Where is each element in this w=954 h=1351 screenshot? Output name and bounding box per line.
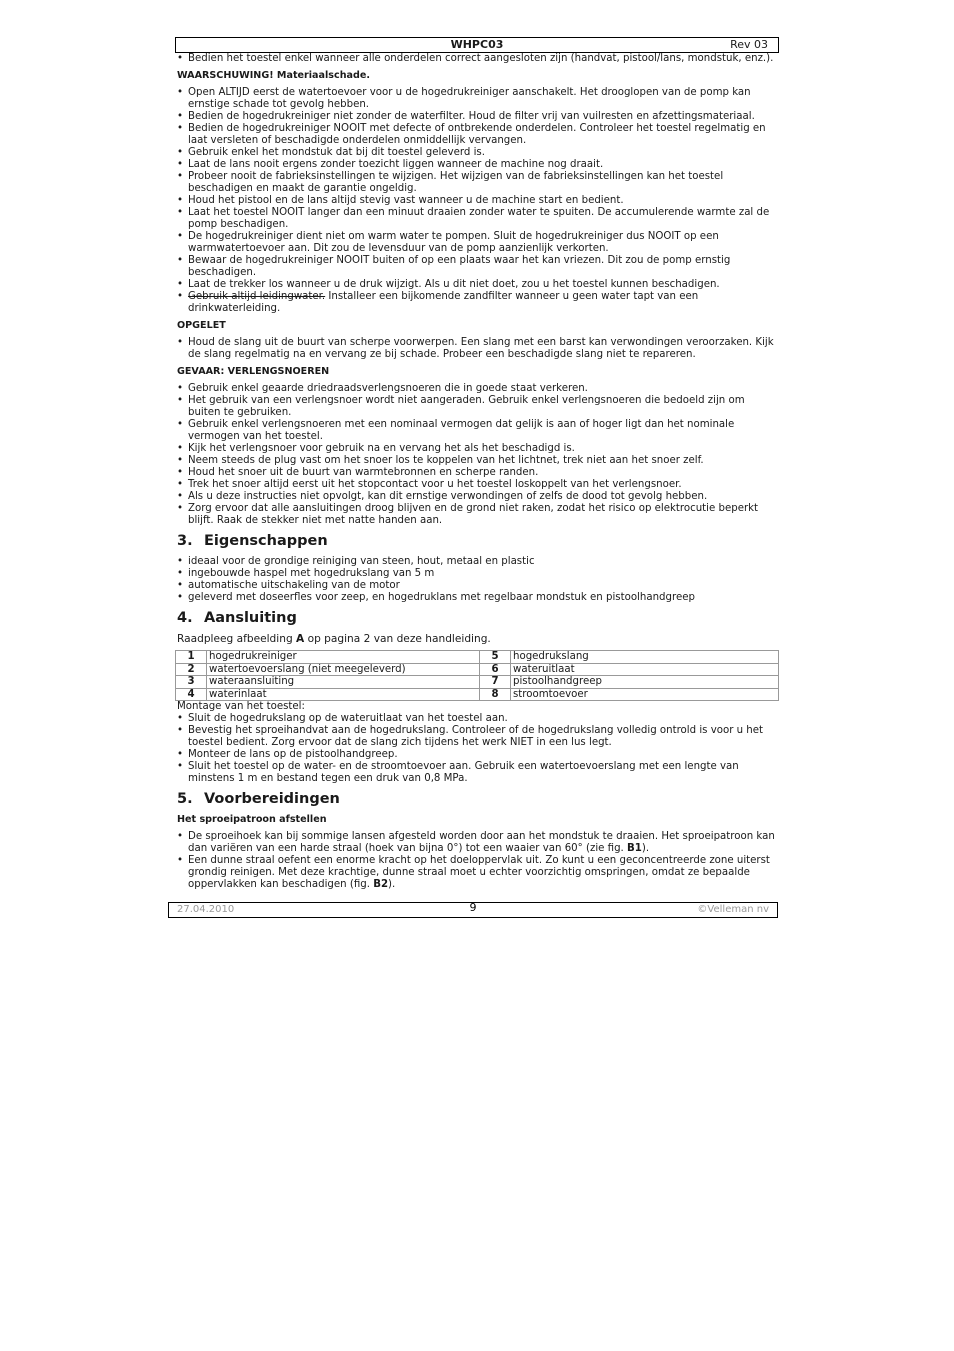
list-item: • geleverd met doseerfles voor zeep, en hogedruklans met regelbaar mondstuk en pistoolhandgreep [175,592,779,604]
list-item: • Sluit het toestel op de water- en de stroomtoevoer aan. Gebruik een watertoevoerslang met een lengte van minstens 1 m en bestand tegen een druk van 0,8 MPa. [175,761,779,785]
part-number: 1 [176,651,207,664]
section-number: 4. [177,610,193,626]
list-item: • automatische uitschakeling van de motor [175,580,779,592]
list-item: • Gebruik enkel het mondstuk dat bij dit toestel geleverd is. [175,147,779,159]
table-row [176,688,779,701]
part-name: pistoolhandgreep [511,676,779,689]
footer-date: 27.04.2010 [177,904,235,915]
list-item: • Houd het snoer uit de buurt van warmtebronnen en scherpe randen. [175,467,779,479]
list-item: • ideaal voor de grondige reiniging van steen, hout, metaal en plastic [175,556,779,568]
part-name: watertoevoerslang (niet meegeleverd) [207,663,480,676]
table-row [176,676,779,689]
intro-list [175,53,779,65]
list-item-text: De sproeihoek kan bij sommige lansen afgesteld worden door aan het mondstuk te draaien. Het sproeipatroon kan dan variëren van een harde straal (hoek van bijna 0°) tot een waaier van 60° (zie fig. [188,831,775,854]
list-item: • Gebruik enkel verlengsnoeren met een nominaal vermogen dat gelijk is aan of hoger ligt dan het nominale vermogen van het toestel. [175,419,779,443]
list-item: • Bevestig het sproeihandvat aan de hogedrukslang. Controleer of de hogedrukslang volledig ontrold is voor u het toestel bedient. Zorg ervoor dat de slang zich tijdens het werk NIET in een lus legt. [175,725,779,749]
list-item: • Bewaar de hogedrukreiniger NOOIT buiten of op een plaats waar het kan vriezen. Dit zou de pomp ernstig beschadigen. [175,255,779,279]
list-item: • Probeer nooit de fabrieksinstellingen te wijzigen. Het wijzigen van de fabrieksinstellingen kan het toestel beschadigen en maakt de garantie ongeldig. [175,171,779,195]
part-name: waterinlaat [207,688,480,701]
list-item: • Kijk het verlengsnoer voor gebruik na en vervang het als het beschadigd is. [175,443,779,455]
list-item [175,855,779,891]
part-number: 2 [176,663,207,676]
part-number: 3 [176,676,207,689]
page-header [175,37,779,53]
list-item: • Zorg ervoor dat alle aansluitingen droog blijven en de grond niet raken, zodat het risico op elektrocutie beperkt blijft. Raak de stekker niet met natte handen aan. [175,503,779,527]
section-number: 3. [177,533,193,549]
model-title: WHPC03 [450,38,504,51]
part-number: 8 [480,688,511,701]
list-item: • Gebruik enkel geaarde driedraadsverlengsnoeren die in goede staat verkeren. [175,383,779,395]
section-intro [177,633,779,646]
section-title: Voorbereidingen [204,791,340,807]
figure-ref: A [296,633,305,645]
subsection-heading: Het sproeipatroon afstellen [177,814,327,825]
part-number: 4 [176,688,207,701]
danger-heading: GEVAAR: VERLENGSNOEREN [177,366,330,377]
section-heading-eigenschappen [177,532,779,550]
section-title: Aansluiting [204,610,297,626]
struck-text: Gebruik altijd leidingwater. [188,291,326,302]
list-item-text: Installeer een bijkomende zandfilter wanneer u geen water tapt van een drinkwaterleiding. [188,291,699,314]
section-heading-voorbereidingen [177,790,779,808]
spray-list [175,831,779,891]
warning-list [175,87,779,315]
list-item: • Open ALTIJD eerst de watertoevoer voor u de hogedrukreiniger aanschakelt. Het drooglopen van de pomp kan ernstige schade tot gevolg hebben. [175,87,779,111]
list-item: • ingebouwde haspel met hogedrukslang van 5 m [175,568,779,580]
part-name: hogedrukslang [511,651,779,664]
list-item: • Houd de slang uit de buurt van scherpe voorwerpen. Een slang met een barst kan verwondingen veroorzaken. Kijk de slang regelmatig na en vervang ze bij schade. Probeer een beschadigde slang niet te repareren. [175,337,779,361]
footer-copyright: ©Velleman nv [697,904,769,915]
danger-list [175,383,779,527]
section-heading-aansluiting [177,609,779,627]
list-item: • Neem steeds de plug vast om het snoer los te koppelen van het lichtnet, trek niet aan het snoer zelf. [175,455,779,467]
caution-heading: OPGELET [177,320,226,331]
part-name: wateraansluiting [207,676,480,689]
list-item: • Als u deze instructies niet opvolgt, kan dit ernstige verwondingen of zelfs de dood tot gevolg hebben. [175,491,779,503]
features-list [175,556,779,604]
part-name: wateruitlaat [511,663,779,676]
list-item-text: ). [388,879,396,890]
warning-heading: WAARSCHUWING! Materiaalschade. [177,70,371,81]
assembly-list [175,713,779,785]
figure-ref: B1 [627,843,642,854]
intro-text: op pagina 2 van deze handleiding. [304,633,491,645]
list-item: • Laat de lans nooit ergens zonder toezicht liggen wanneer de machine nog draait. [175,159,779,171]
list-item: • Houd het pistool en de lans altijd stevig vast wanneer u de machine start en bedient. [175,195,779,207]
list-item-text: ). [641,843,650,854]
table-row [176,651,779,664]
manual-page [175,37,779,891]
intro-text: Raadpleeg afbeelding [177,633,297,645]
section-title: Eigenschappen [204,533,328,549]
list-item: • Laat de trekker los wanneer u de druk wijzigt. Als u dit niet doet, zou u het toestel kunnen beschadigen. [175,279,779,291]
table-row [176,663,779,676]
list-item: • Het gebruik van een verlengsnoer wordt niet aangeraden. Gebruik enkel verlengsnoeren die bedoeld zijn om buiten te gebruiken. [175,395,779,419]
figure-ref: B2 [373,879,389,890]
part-number: 6 [480,663,511,676]
part-number: 7 [480,676,511,689]
list-item-text: Een dunne straal oefent een enorme kracht op het doeloppervlak uit. Zo kunt u een geconcentreerde zone uiterst grondig reinigen. Met deze krachtige, dunne straal moet u echter voorzichtig omspringen, omdat ze bepaalde oppervlakken kan beschadigen (fig. [188,855,770,890]
list-item: • Sluit de hogedrukslang op de wateruitlaat van het toestel aan. [175,713,779,725]
page-number: 9 [469,901,477,914]
list-item: • Monteer de lans op de pistoolhandgreep. [175,749,779,761]
list-item: • Trek het snoer altijd eerst uit het stopcontact voor u het toestel loskoppelt van het verlengsnoer. [175,479,779,491]
list-item [175,831,779,855]
part-name: stroomtoevoer [511,688,779,701]
section-number: 5. [177,791,193,807]
list-item: • Bedien de hogedrukreiniger NOOIT met defecte of ontbrekende onderdelen. Controleer het toestel regelmatig en laat versleten of beschadigde onderdelen onmiddellijk vervangen. [175,123,779,147]
list-item: • Bedien de hogedrukreiniger niet zonder de waterfilter. Houd de filter vrij van vuilresten en afzettingsmateriaal. [175,111,779,123]
parts-table [175,650,779,701]
montage-label: Montage van het toestel: [177,701,305,712]
list-item: • Bedien het toestel enkel wanneer alle onderdelen correct aangesloten zijn (handvat, pistool/lans, mondstuk, enz.). [175,53,779,65]
page-footer [168,902,778,918]
list-item [175,291,779,315]
revision-label: Rev 03 [730,38,768,51]
caution-list [175,337,779,361]
list-item: • Laat het toestel NOOIT langer dan een minuut draaien zonder water te spuiten. De accumulerende warmte zal de pomp beschadigen. [175,207,779,231]
part-number: 5 [480,651,511,664]
list-item: • De hogedrukreiniger dient niet om warm water te pompen. Sluit de hogedrukreiniger dus NOOIT op een warmwatertoevoer aan. Dit zou de levensduur van de pomp aanzienlijk verkorten. [175,231,779,255]
part-name: hogedrukreiniger [207,651,480,664]
